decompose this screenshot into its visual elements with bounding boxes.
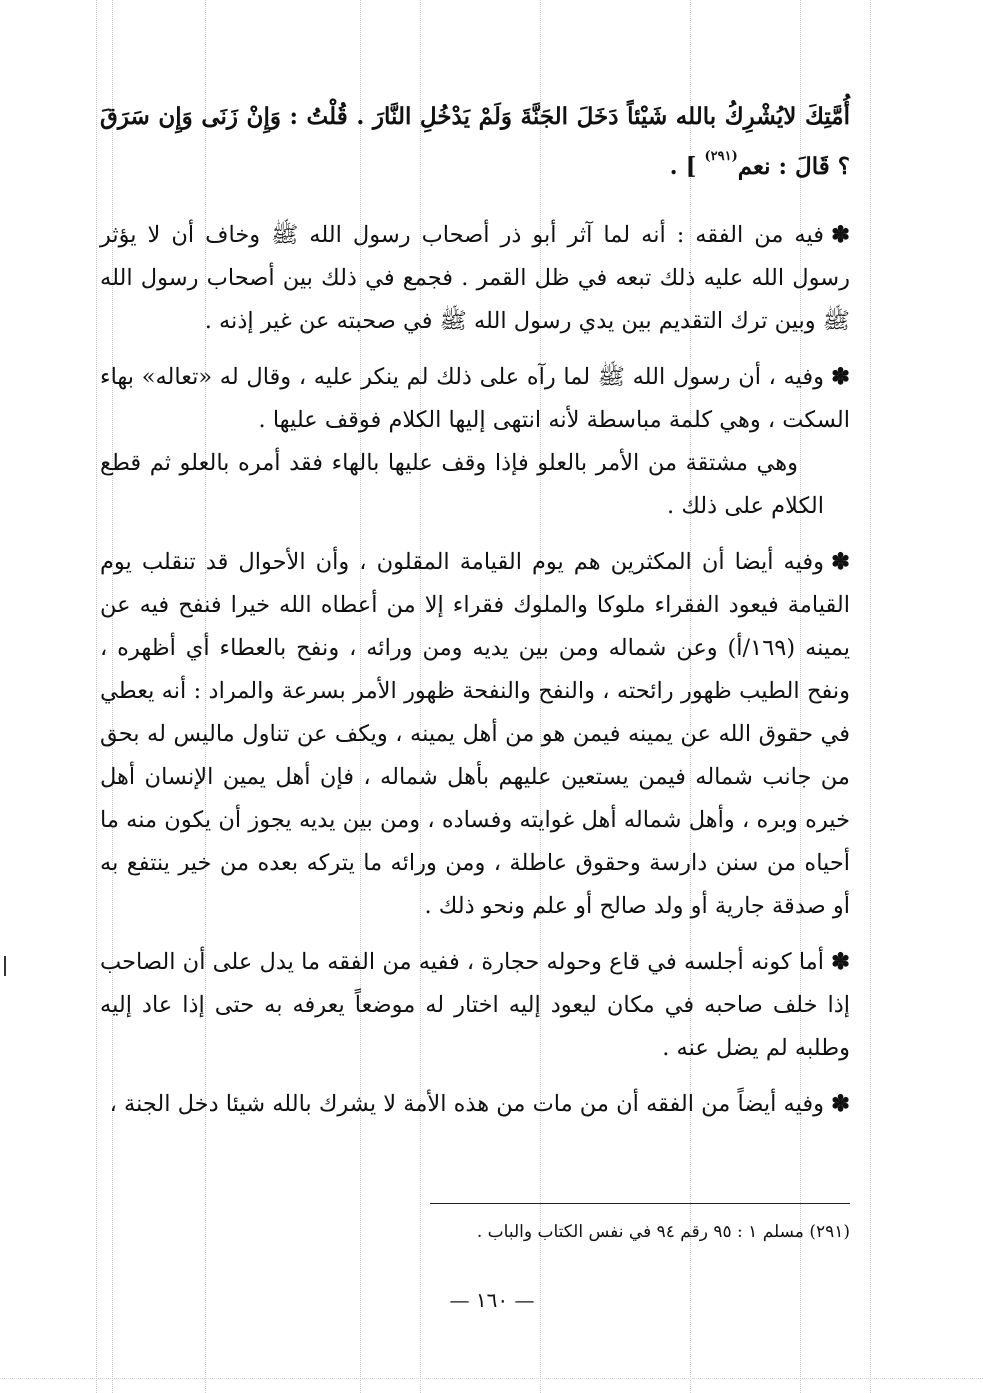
point-text: فيه من الفقه : أنه لما آثر أبو ذر أصحاب رسول الله ﷺ وخاف أن لا يؤثر رسول الله عليه ذلك تبعه في ظل القمر . فجمع في ذلك بين أصحاب رسول الله ﷺ وبين ترك التقديم بين يدي رسول الله ﷺ في صحبته عن غير إذنه . xyxy=(100,222,850,334)
footnote-separator xyxy=(430,1203,850,1204)
hadith-closing: ] . xyxy=(669,153,697,180)
point-text: أما كونه أجلسه في قاع وحوله حجارة ، ففيه من الفقه ما يدل على أن الصاحب إذا خلف صاحبه في مكان ليعود إليه اختار له موضعاً يعرفه به حتى إذا عاد إليه وطلبه لم يضل عنه . xyxy=(100,949,850,1061)
commentary xyxy=(100,214,850,1139)
point-paragraph xyxy=(100,1083,850,1126)
point-paragraph xyxy=(100,214,850,343)
point-text: وهي مشتقة من الأمر بالعلو فإذا وقف عليها بالهاء فقد أمره بالعلو ثم قطع الكلام على ذلك . xyxy=(100,450,824,519)
scan-guide-line xyxy=(0,1378,983,1379)
asterisk-icon: ✽ xyxy=(831,549,850,575)
point-paragraph xyxy=(100,541,850,928)
scan-margin-mark xyxy=(4,956,6,976)
point-paragraph xyxy=(100,941,850,1070)
scan-guide-line xyxy=(96,0,97,1393)
asterisk-icon: ✽ xyxy=(831,222,850,248)
scan-guide-line xyxy=(870,0,871,1393)
point-paragraph xyxy=(100,356,850,442)
footnote-ref: (٢٩١) xyxy=(704,149,738,164)
page-number: — ١٦٠ — xyxy=(449,1288,535,1312)
point-continuation xyxy=(100,442,850,528)
asterisk-icon: ✽ xyxy=(831,364,850,390)
point-text: وفيه أيضا أن المكثرين هم يوم القيامة المقلون ، وأن الأحوال قد تنقلب يوم القيامة فيعود الفقراء ملوكا والملوك فقراء إلا من أعطاه الله خيرا فنفح فيه عن يمينه (١٦٩/أ) وعن شماله ومن بين يديه ومن ورائه ، ونفح بالعطاء أي أظهره ، ونفح الطيب ظهور رائحته ، والنفح والنفحة ظهور الأمر بسرعة والمراد : أنه يعطي في حقوق الله عن يمينه فيمن هو من أهل يمينه ، ويكف عن تناول ماليس له بحق من جانب شماله فيمن يستعين عليهم بأهل شماله ، فإن أهل يمين الإنسان أهل خيره وبره ، وأهل شماله أهل غوايته وفساده ، ومن بين يديه يجوز أن يكون منه ما أحياه من سنن دارسة وحقوق عاطلة ، ومن ورائه ما يتركه بعده من خير ينتفع به أو صدقة جارية أو ولد صالح أو علم ونحو ذلك . xyxy=(100,549,850,919)
hadith-text xyxy=(100,92,850,192)
asterisk-icon: ✽ xyxy=(831,949,850,975)
hadith-body: أُمَّتِكَ لايُشْرِكُ بالله شَيْئاً دَخَلَ الجَنَّةَ وَلَمْ يَدْخُلِ النَّارَ . قُلْتُ : وَإِنْ زَنَى وَإِن سَرَقَ ؟ قَالَ : نعم xyxy=(100,103,850,180)
point-text: وفيه ، أن رسول الله ﷺ لما رآه على ذلك لم ينكر عليه ، وقال له «تعاله» بهاء السكت ، وهي كلمة مباسطة لأنه انتهى إليها الكلام فوقف عليها . xyxy=(100,364,850,433)
footnote: (٢٩١) مسلم ١ : ٩٥ رقم ٩٤ في نفس الكتاب والباب . xyxy=(476,1222,850,1242)
point-text: وفيه أيضاً من الفقه أن من مات من هذه الأمة لا يشرك بالله شيئا دخل الجنة ، xyxy=(109,1091,824,1117)
asterisk-icon: ✽ xyxy=(831,1091,850,1117)
